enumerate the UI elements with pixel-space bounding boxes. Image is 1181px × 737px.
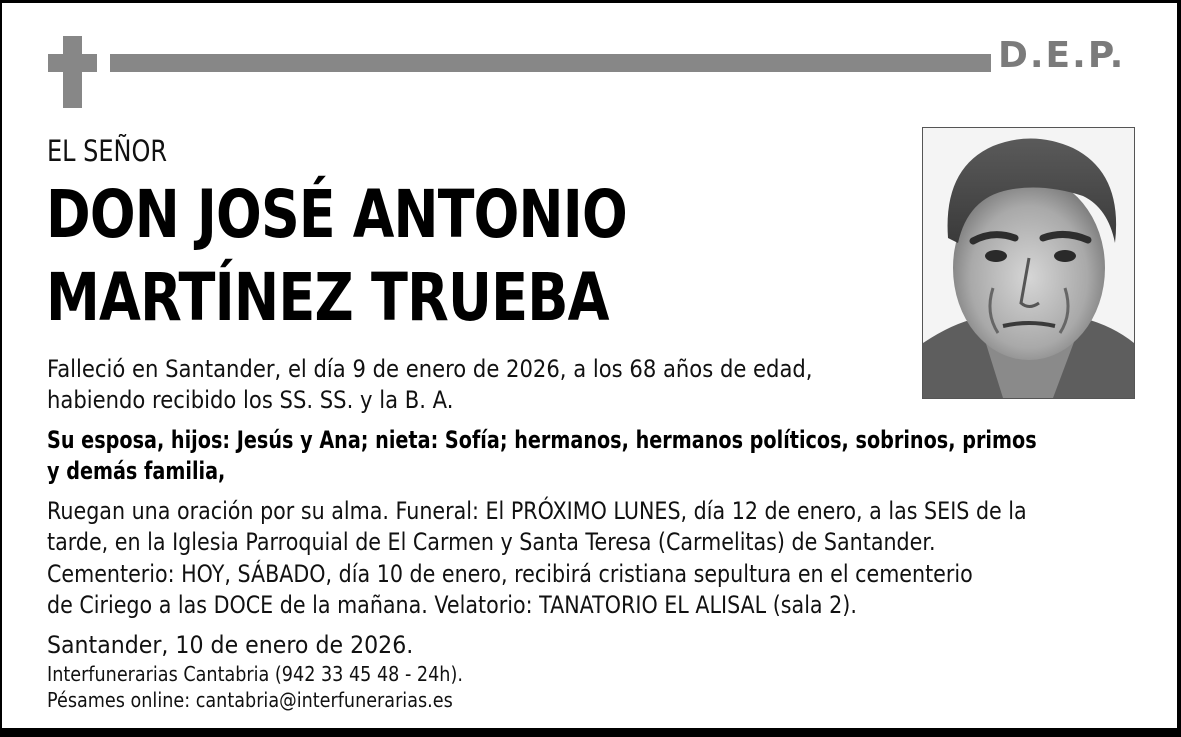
- service-details-line1: Ruegan una oración por su alma. Funeral: El PRÓXIMO LUNES, día 12 de enero, a las SEIS de la: [47, 497, 1027, 525]
- funeral-home-contact: Interfunerarias Cantabria (942 33 45 48 - 24h).: [47, 662, 463, 686]
- condolences-label: Pésames online:: [47, 688, 196, 712]
- honorific-prefix: EL SEÑOR: [47, 134, 168, 168]
- death-details-line2: habiendo recibido los SS. SS. y la B. A.: [47, 386, 454, 414]
- cross-icon: [63, 36, 82, 108]
- service-details-line4: de Ciriego a las DOCE de la mañana. Velatorio: TANATORIO EL ALISAL (sala 2).: [47, 591, 857, 619]
- deceased-name-line2: MARTÍNEZ TRUEBA: [46, 259, 609, 336]
- family-line1: Su esposa, hijos: Jesús y Ana; nieta: Sofía; hermanos, hermanos políticos, sobrinos, primos: [47, 426, 1037, 454]
- place-and-date: Santander, 10 de enero de 2026.: [47, 631, 414, 659]
- family-line2: y demás familia,: [47, 457, 226, 485]
- condolences-line: [47, 687, 453, 714]
- portrait-photo: [922, 127, 1135, 399]
- condolences-email-link[interactable]: cantabria@interfunerarias.es: [195, 688, 453, 712]
- service-details-line3: Cementerio: HOY, SÁBADO, día 10 de enero, recibirá cristiana sepultura en el cementerio: [47, 560, 973, 588]
- deceased-name-line1: DON JOSÉ ANTONIO: [46, 176, 627, 253]
- cross-icon-crossbar: [48, 54, 97, 72]
- dep-label: D.E.P.: [998, 35, 1126, 76]
- death-details-line1: Falleció en Santander, el día 9 de enero de 2026, a los 68 años de edad,: [47, 355, 813, 383]
- header-rule: [110, 54, 991, 72]
- service-details-line2: tarde, en la Iglesia Parroquial de El Carmen y Santa Teresa (Carmelitas) de Santander.: [47, 528, 936, 556]
- portrait-image: [923, 128, 1134, 398]
- obituary-notice: [2, 3, 1177, 728]
